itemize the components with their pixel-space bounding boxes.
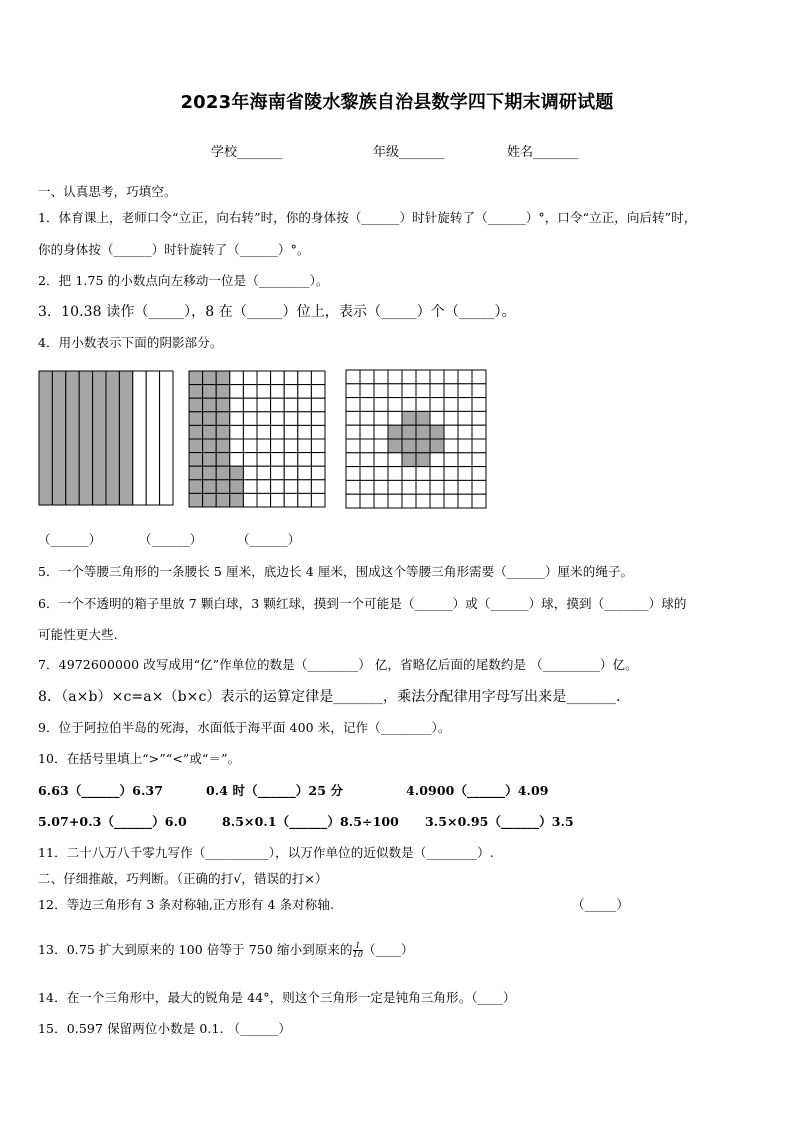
grid-cell [430, 398, 444, 412]
grid-cell [203, 425, 217, 439]
grid-cell [360, 494, 374, 508]
grid-cell [189, 493, 203, 507]
grid-cell [374, 425, 388, 439]
grid-cell [243, 398, 257, 412]
grid-cell [230, 398, 244, 412]
grid-cell [189, 453, 203, 467]
grid-cell [271, 398, 285, 412]
grid-cell [388, 370, 402, 384]
question-6-line-2: 可能性更大些. [38, 627, 118, 642]
grid-cell [444, 425, 458, 439]
grid-cell [346, 411, 360, 425]
question-7: 7．4972600000 改写成用“亿”作单位的数是（________） 亿，省略亿后面的尾数约是 （_________）亿。 [38, 657, 638, 672]
q10-item-4: 5.07+0.3（______）6.0 [38, 814, 187, 829]
grid-cell [243, 371, 257, 385]
grid-cell [216, 412, 230, 426]
fraction-denominator: 10 [352, 950, 364, 959]
grid-cell [189, 371, 203, 385]
grid-cell [230, 439, 244, 453]
grid-cell [311, 439, 325, 453]
grid-cell [402, 480, 416, 494]
grid-cell [472, 425, 486, 439]
grid-cell [416, 411, 430, 425]
grid-cell [444, 439, 458, 453]
grid-cell [271, 466, 285, 480]
fraction-numerator: 1 [355, 941, 361, 950]
grid-cell [311, 412, 325, 426]
grid-cell [458, 425, 472, 439]
grid-cell [416, 494, 430, 508]
grid-cell [189, 412, 203, 426]
grid-cell [360, 453, 374, 467]
question-12: 12．等边三角形有 3 条对称轴,正方形有 4 条对称轴. [38, 897, 335, 912]
strip-cell [133, 371, 146, 505]
grid-cell [346, 425, 360, 439]
grid-cell [298, 453, 312, 467]
grid-cell [298, 480, 312, 494]
grid-cell [374, 480, 388, 494]
grid-cell [360, 384, 374, 398]
grid-cell [416, 439, 430, 453]
grid-cell [416, 398, 430, 412]
grid-cell [311, 371, 325, 385]
grid-cell [430, 411, 444, 425]
grid-cell [284, 493, 298, 507]
grid-cell [402, 453, 416, 467]
grid-cell [430, 453, 444, 467]
strip-cell [119, 371, 132, 505]
grid-cell [388, 439, 402, 453]
grid-cell [388, 425, 402, 439]
grid-cell [416, 384, 430, 398]
grid-cell [360, 370, 374, 384]
grid-cell [271, 480, 285, 494]
strip-cell [146, 371, 159, 505]
grid-cell [271, 385, 285, 399]
grid-cell [284, 466, 298, 480]
grid-cell [430, 439, 444, 453]
grid-cell [257, 385, 271, 399]
school-field: 学校_______ [211, 145, 283, 160]
grid-cell [430, 370, 444, 384]
grid-cell [311, 493, 325, 507]
grid-cell [388, 398, 402, 412]
grid-cell [402, 398, 416, 412]
grid-cell [284, 480, 298, 494]
grid-cell [271, 425, 285, 439]
grid-cell [472, 480, 486, 494]
grid-cell [416, 370, 430, 384]
grid-cell [216, 425, 230, 439]
grid-cell [257, 398, 271, 412]
grid-cell [458, 480, 472, 494]
grid-cell [388, 467, 402, 481]
grid-cell [388, 453, 402, 467]
grid-cell [230, 453, 244, 467]
grid-cell [388, 411, 402, 425]
grid-cell [360, 398, 374, 412]
question-13 [38, 940, 414, 959]
strip-cell [39, 371, 52, 505]
grid-cell [346, 480, 360, 494]
strip-cell [66, 371, 79, 505]
name-field: 姓名_______ [507, 145, 579, 160]
grid-cell [444, 480, 458, 494]
q10-item-5: 8.5×0.1（______）8.5÷100 [222, 814, 399, 829]
strip-cell [52, 371, 65, 505]
question-12-answer: （_____） [572, 897, 629, 912]
q10-item-1: 6.63（______）6.37 [38, 783, 163, 798]
grid-cell [284, 371, 298, 385]
question-8: 8．（a×b）×c=a×（b×c）表示的运算定律是_______，乘法分配律用字母写出来是_______. [38, 689, 621, 705]
grid-cell [458, 384, 472, 398]
grid-cell [402, 370, 416, 384]
grid-cell [243, 425, 257, 439]
grid-cell [298, 466, 312, 480]
grid-cell [402, 439, 416, 453]
grid-cell [311, 453, 325, 467]
grid-cell [271, 439, 285, 453]
grid-cell [271, 371, 285, 385]
question-4: 4．用小数表示下面的阴影部分。 [38, 335, 223, 350]
grid-cell [374, 453, 388, 467]
grid-cell [298, 398, 312, 412]
question-9: 9．位于阿拉伯半岛的死海，水面低于海平面 400 米，记作（________）。 [38, 720, 451, 735]
grid-cell [230, 466, 244, 480]
grid-cell [257, 480, 271, 494]
grid-cell [374, 370, 388, 384]
grid-cell [284, 412, 298, 426]
grid-cell [458, 398, 472, 412]
grid-cell [298, 425, 312, 439]
grid-cell [360, 411, 374, 425]
strip-cell [79, 371, 92, 505]
grid-cell [216, 398, 230, 412]
grid-cell [216, 453, 230, 467]
grid-cell [216, 493, 230, 507]
grid-cell [430, 480, 444, 494]
grid-cell [257, 466, 271, 480]
grid-cell [388, 384, 402, 398]
grid-cell [430, 425, 444, 439]
grid-cell [189, 398, 203, 412]
grid-cell [416, 480, 430, 494]
grid-cell [311, 466, 325, 480]
grid-cell [284, 398, 298, 412]
grid-cell [311, 480, 325, 494]
grid-cell [472, 494, 486, 508]
question-10: 10．在括号里填上“>”“<”或“＝”。 [38, 751, 241, 766]
grid-cell [430, 384, 444, 398]
question-2: 2．把 1.75 的小数点向左移动一位是（________）。 [38, 273, 329, 288]
grid-cell [216, 439, 230, 453]
grid-cell [216, 371, 230, 385]
grid-cell [216, 385, 230, 399]
question-3: 3．10.38 读作（_____），8 在（_____）位上，表示（_____）个（_____）。 [38, 304, 516, 320]
grid-cell [216, 480, 230, 494]
grid-cell [298, 412, 312, 426]
grid-cell [430, 494, 444, 508]
grid-cell [360, 439, 374, 453]
grid-cell [257, 371, 271, 385]
figure-2-answer: （______） [139, 532, 203, 547]
grid-cell [458, 494, 472, 508]
grid-cell [243, 385, 257, 399]
grid-cell [298, 493, 312, 507]
grid-cell [388, 494, 402, 508]
grid-cell [458, 370, 472, 384]
grid-cell [230, 425, 244, 439]
strip-cell [93, 371, 106, 505]
grid-cell [243, 493, 257, 507]
figure-1-strips [38, 370, 174, 506]
strip-cell [106, 371, 119, 505]
grid-cell [402, 384, 416, 398]
grade-field: 年级_______ [373, 145, 445, 160]
question-6-line-1: 6．一个不透明的箱子里放 7 颗白球，3 颗红球，摸到一个可能是（______）或（______）球，摸到（_______）球的 [38, 596, 687, 611]
grid-cell [271, 453, 285, 467]
grid-cell [402, 494, 416, 508]
grid-cell [374, 494, 388, 508]
grid-cell [203, 398, 217, 412]
grid-cell [346, 453, 360, 467]
grid-cell [416, 467, 430, 481]
grid-cell [346, 494, 360, 508]
grid-cell [472, 467, 486, 481]
grid-cell [444, 370, 458, 384]
grid-cell [444, 384, 458, 398]
grid-cell [203, 480, 217, 494]
grid-cell [189, 385, 203, 399]
grid-cell [472, 411, 486, 425]
grid-cell [203, 439, 217, 453]
grid-cell [284, 453, 298, 467]
grid-cell [216, 466, 230, 480]
grid-cell [360, 467, 374, 481]
grid-cell [203, 385, 217, 399]
grid-cell [230, 371, 244, 385]
grid-cell [271, 493, 285, 507]
grid-cell [298, 371, 312, 385]
fraction-one-tenth [353, 942, 363, 959]
grid-cell [311, 425, 325, 439]
grid-cell [458, 439, 472, 453]
grid-cell [346, 439, 360, 453]
grid-cell [472, 439, 486, 453]
question-5: 5．一个等腰三角形的一条腰长 5 厘米，底边长 4 厘米，围成这个等腰三角形需要（______）厘米的绳子。 [38, 564, 634, 579]
figure-1-answer: （______） [38, 532, 102, 547]
grid-cell [360, 425, 374, 439]
grid-cell [230, 412, 244, 426]
grid-cell [257, 425, 271, 439]
grid-cell [402, 425, 416, 439]
grid-cell [402, 411, 416, 425]
grid-cell [458, 467, 472, 481]
grid-cell [189, 439, 203, 453]
grid-cell [444, 467, 458, 481]
grid-cell [388, 480, 402, 494]
grid-cell [346, 370, 360, 384]
figure-3-answer: （______） [237, 532, 301, 547]
grid-cell [189, 466, 203, 480]
grid-cell [298, 439, 312, 453]
grid-cell [203, 453, 217, 467]
grid-cell [311, 385, 325, 399]
grid-cell [346, 467, 360, 481]
question-1-line-2: 你的身体按（______）时针旋转了（______）°。 [38, 242, 310, 257]
grid-cell [444, 494, 458, 508]
grid-cell [346, 384, 360, 398]
grid-cell [243, 453, 257, 467]
grid-cell [257, 453, 271, 467]
grid-cell [284, 439, 298, 453]
strip-cell [160, 371, 173, 505]
grid-cell [472, 398, 486, 412]
question-13-answer: （____） [363, 942, 414, 957]
grid-cell [374, 384, 388, 398]
grid-cell [311, 398, 325, 412]
grid-cell [189, 425, 203, 439]
grid-cell [472, 384, 486, 398]
grid-cell [298, 385, 312, 399]
grid-cell [444, 453, 458, 467]
grid-cell [243, 412, 257, 426]
grid-cell [230, 480, 244, 494]
grid-cell [416, 453, 430, 467]
grid-cell [257, 439, 271, 453]
grid-cell [346, 398, 360, 412]
grid-cell [284, 385, 298, 399]
question-13-text: 13．0.75 扩大到原来的 100 倍等于 750 缩小到原来的 [38, 942, 353, 957]
section-1-heading: 一、认真思考，巧填空。 [38, 184, 177, 199]
grid-cell [374, 439, 388, 453]
q10-item-2: 0.4 时（______）25 分 [206, 783, 344, 798]
question-14: 14．在一个三角形中，最大的锐角是 44°，则这个三角形一定是钝角三角形。（____） [38, 990, 516, 1005]
grid-cell [271, 412, 285, 426]
grid-cell [243, 466, 257, 480]
grid-cell [203, 493, 217, 507]
grid-cell [416, 425, 430, 439]
grid-cell [472, 370, 486, 384]
grid-cell [472, 453, 486, 467]
grid-cell [374, 398, 388, 412]
grid-cell [284, 425, 298, 439]
page-title: 2023年海南省陵水黎族自治县数学四下期末调研试题 [180, 92, 614, 113]
grid-cell [230, 493, 244, 507]
grid-cell [257, 412, 271, 426]
grid-cell [203, 371, 217, 385]
grid-cell [360, 480, 374, 494]
grid-cell [243, 439, 257, 453]
figure-3-grid [345, 369, 488, 509]
grid-cell [374, 411, 388, 425]
grid-cell [402, 467, 416, 481]
grid-cell [458, 411, 472, 425]
figure-2-grid [188, 370, 326, 508]
grid-cell [203, 412, 217, 426]
q10-item-6: 3.5×0.95（______）3.5 [425, 814, 574, 829]
grid-cell [189, 480, 203, 494]
question-1-line-1: 1．体育课上，老师口令“立正，向右转”时，你的身体按（______）时针旋转了（______）°，口令“立正，向后转”时， [38, 210, 697, 225]
grid-cell [374, 467, 388, 481]
question-11: 11．二十八万八千零九写作（__________），以万作单位的近似数是（________）. [38, 845, 494, 860]
grid-cell [243, 480, 257, 494]
grid-cell [257, 493, 271, 507]
grid-cell [430, 467, 444, 481]
question-15: 15．0.597 保留两位小数是 0.1. （______） [38, 1021, 291, 1036]
grid-cell [458, 453, 472, 467]
q10-item-3: 4.0900（______）4.09 [406, 783, 549, 798]
grid-cell [230, 385, 244, 399]
section-2-heading: 二、仔细推敲，巧判断。（正确的打√，错误的打×） [38, 871, 328, 886]
grid-cell [203, 466, 217, 480]
grid-cell [444, 411, 458, 425]
grid-cell [444, 398, 458, 412]
